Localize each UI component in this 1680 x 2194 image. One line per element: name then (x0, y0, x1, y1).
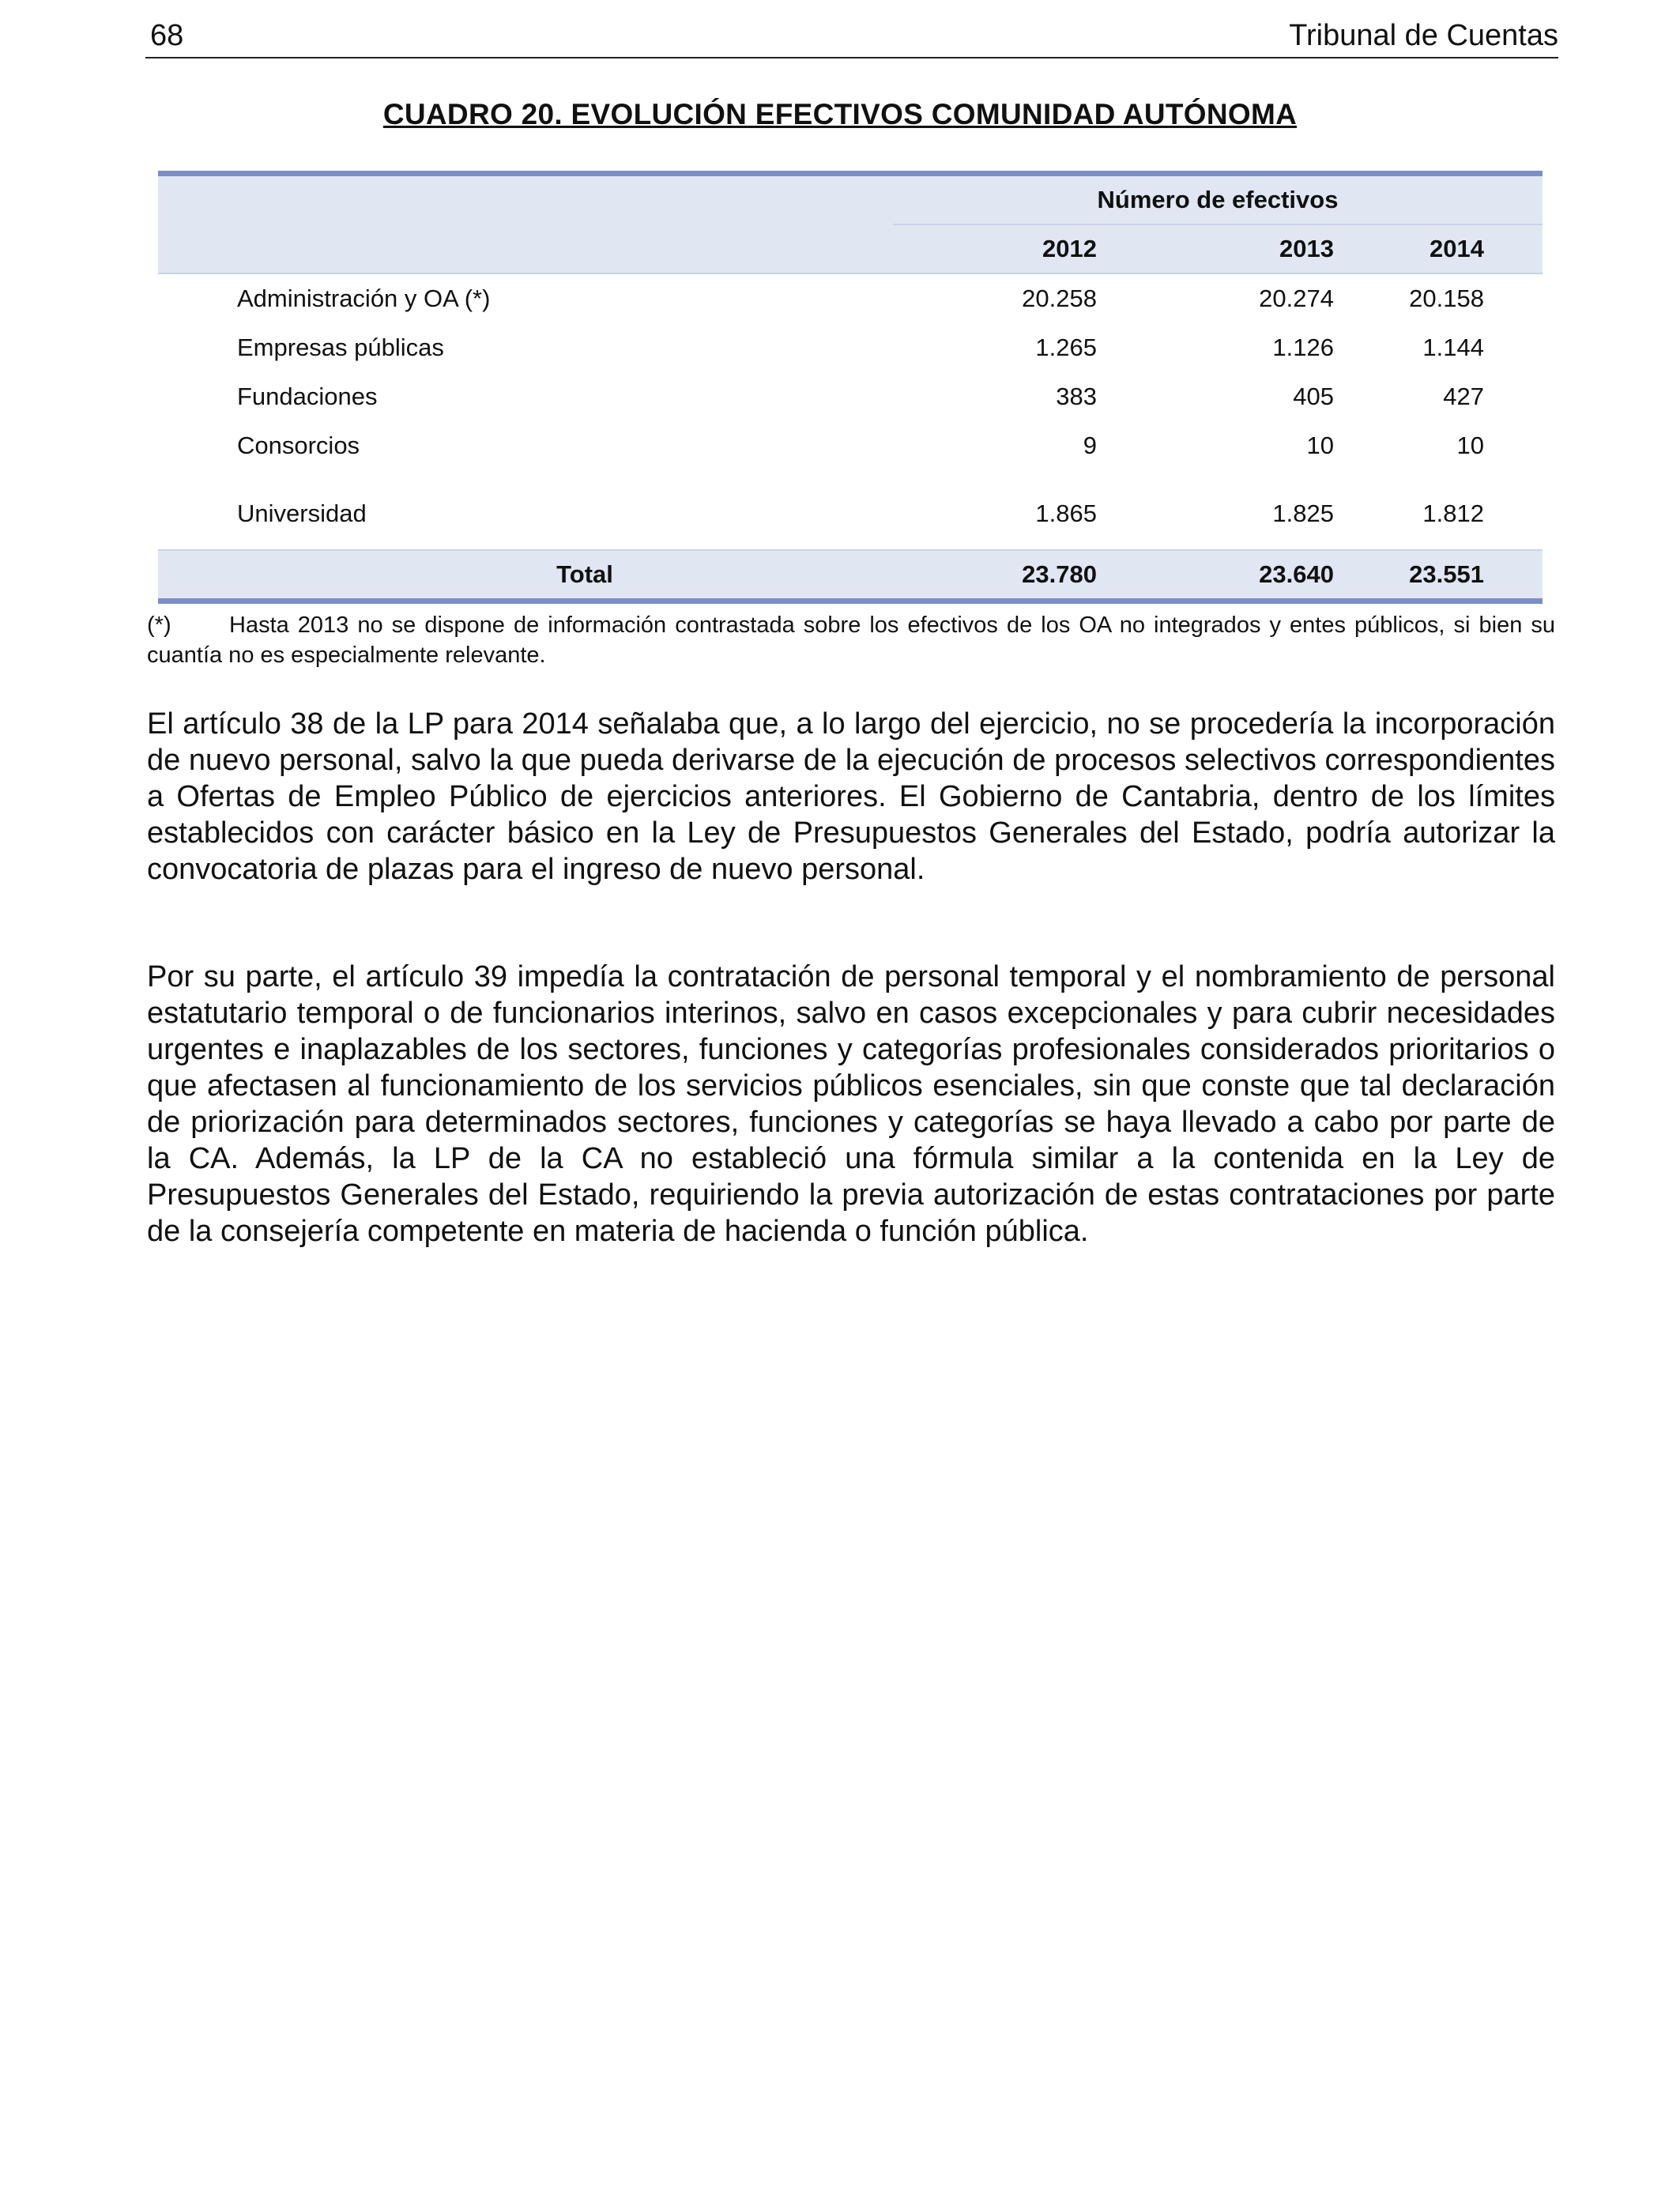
cell-value: 9 (1083, 432, 1097, 459)
cell-value: 20.258 (1022, 285, 1097, 312)
table-footnote (147, 610, 1555, 670)
group-header: Número de efectivos (893, 176, 1543, 224)
cell-value: 1.865 (1035, 499, 1097, 527)
page-header (145, 14, 1558, 58)
cell-value: 1.144 (1422, 334, 1484, 361)
table-total-row (158, 550, 1543, 598)
row-label: Fundaciones (237, 383, 378, 410)
cell-value: 20.158 (1409, 285, 1484, 312)
total-value: 23.640 (1114, 550, 1351, 598)
row-label: Empresas públicas (237, 334, 444, 361)
body-paragraph: El artículo 38 de la LP para 2014 señalaba que, a lo largo del ejercicio, no se procedería la incorporación de nuevo personal, salvo la que pueda derivarse de la ejecución de procesos selectivos correspondientes a Ofertas de Empleo Público de ejercicios anteriores. El Gobierno de Cantabria, dentro de los límites establecidos con carácter básico en la Ley de Presupuestos Generales del Estado, podría autorizar la convocatoria de plazas para el ingreso de nuevo personal. (147, 707, 1555, 886)
cell-value: 1.812 (1422, 499, 1484, 527)
year-header: 2014 (1351, 224, 1543, 273)
cell-value: 383 (1056, 383, 1097, 410)
total-label: Total (158, 550, 893, 598)
row-label: Consorcios (237, 432, 360, 459)
table-row (158, 470, 1543, 550)
page-number: 68 (150, 19, 184, 52)
table-row (158, 421, 1543, 470)
publication-name: Tribunal de Cuentas (1289, 19, 1558, 52)
total-value: 23.551 (1351, 550, 1543, 598)
table-bottom-rule (158, 598, 1543, 604)
cell-value: 10 (1306, 432, 1334, 459)
footnote-mark: (*) (147, 613, 171, 638)
cell-value: 1.265 (1035, 334, 1097, 361)
table-title: CUADRO 20. EVOLUCIÓN EFECTIVOS COMUNIDAD AUTÓNOMA (382, 98, 1298, 130)
cell-value: 1.825 (1272, 499, 1334, 527)
cell-value: 20.274 (1259, 285, 1334, 312)
cell-value: 10 (1456, 432, 1484, 459)
body-paragraph: Por su parte, el artículo 39 impedía la contratación de personal temporal y el nombramiento de personal estatutario temporal o de funcionarios interinos, salvo en casos excepcionales y para cubrir necesidades urgentes e inaplazables de los sectores, funciones y categorías profesionales considerados prioritarios o que afectasen al funcionamiento de los servicios públicos esenciales, sin que conste que tal declaración de priorización para determinados sectores, funciones y categorías se haya llevado a cabo por parte de la CA. Además, la LP de la CA no estableció una fórmula similar a la contenida en la Ley de Presupuestos Generales del Estado, requiriendo la previa autorización de estas contrataciones por parte de la consejería competente en materia de hacienda o función pública. (147, 960, 1555, 1248)
efectivos-table (158, 171, 1543, 604)
table-row (158, 273, 1543, 323)
row-label: Administración y OA (*) (237, 285, 491, 312)
cell-value: 1.126 (1272, 334, 1334, 361)
year-header: 2012 (893, 224, 1114, 273)
table-group-header-row (158, 176, 1543, 224)
footnote-text: Hasta 2013 no se dispone de información contrastada sobre los efectivos de los OA no integrados y entes públicos, si bien su cuantía no es especialmente relevante. (147, 613, 1555, 668)
cell-value: 427 (1443, 383, 1484, 410)
table-row (158, 372, 1543, 421)
table-row (158, 323, 1543, 372)
total-value: 23.780 (893, 550, 1114, 598)
table-top-rule (158, 171, 1543, 176)
row-label: Universidad (237, 499, 367, 527)
table-year-header-row (158, 224, 1543, 273)
year-header: 2013 (1114, 224, 1351, 273)
cell-value: 405 (1293, 383, 1334, 410)
